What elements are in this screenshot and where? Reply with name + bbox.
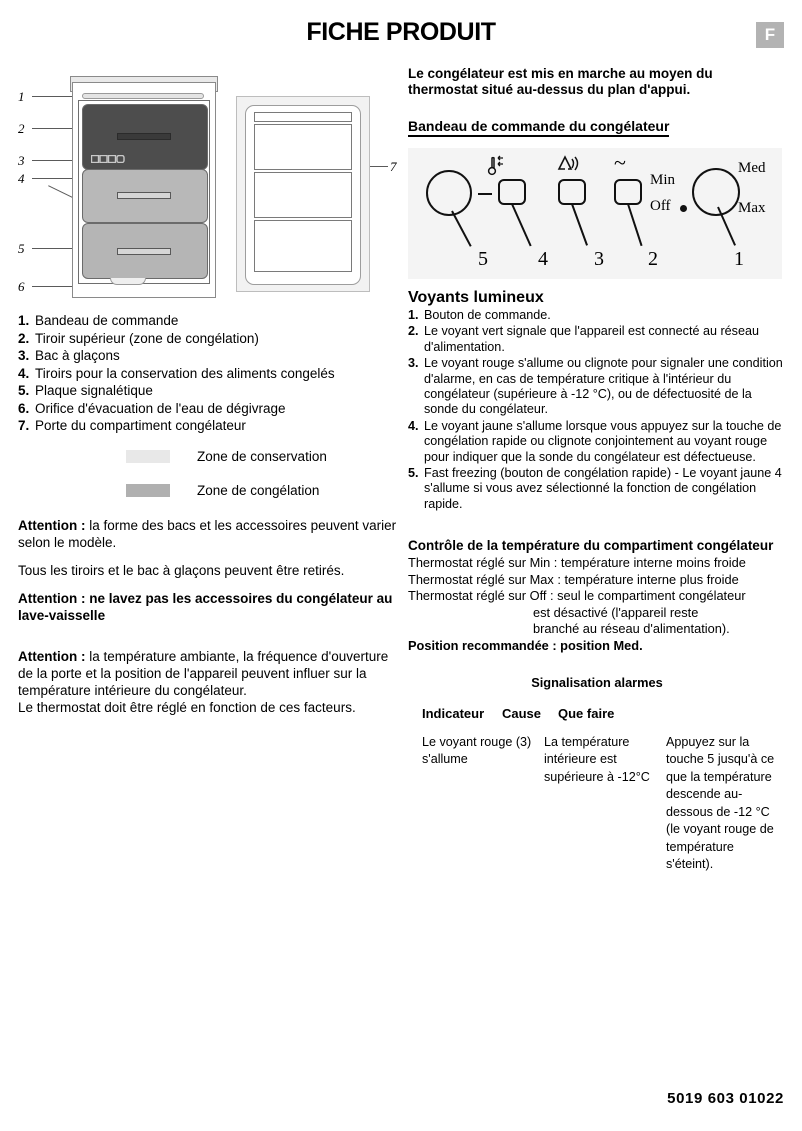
list-item xyxy=(18,365,400,383)
item-label: Tiroir supérieur (zone de congélation) xyxy=(35,330,259,346)
temperature-section-title: Contrôle de la température du compartiment congélateur xyxy=(408,538,774,554)
item-text: Le voyant jaune s'allume lorsque vous appuyez sur la touche de congélation rapide ou clignote conjointement au voyant rouge pour indiquer que la sonde du congélateur est défectueuse. xyxy=(424,418,782,464)
list-item xyxy=(18,382,400,400)
temp-line-max: Thermostat réglé sur Max : température interne plus froide xyxy=(408,571,739,587)
door-shelf-2 xyxy=(254,172,352,218)
list-item xyxy=(408,466,786,512)
panel-number-1: 1 xyxy=(734,248,744,270)
column-header-que-faire: Que faire xyxy=(558,705,615,721)
freezer-door xyxy=(236,96,370,292)
panel-number-5: 5 xyxy=(478,248,488,270)
thermostat-knob-1[interactable] xyxy=(692,168,740,216)
pointer-line-4 xyxy=(511,204,532,247)
item-number: 1. xyxy=(408,308,419,322)
parts-list xyxy=(18,312,400,435)
callout-6: 6 xyxy=(18,279,25,294)
callout-2: 2 xyxy=(18,121,25,136)
alarm-bell-icon xyxy=(556,153,582,175)
door-shelf-3 xyxy=(254,220,352,272)
item-number: 3. xyxy=(18,348,30,363)
zone-legend xyxy=(18,449,400,498)
temp-line-off-cont-1: est désactivé (l'appareil reste xyxy=(533,604,699,620)
leader-line-4 xyxy=(32,178,76,179)
right-column xyxy=(408,66,786,874)
temp-line-min: Thermostat réglé sur Min : température interne moins froide xyxy=(408,555,746,571)
temp-line-off-cont-2: branché au réseau d'alimentation). xyxy=(533,621,730,637)
attention-2-lead: Attention : xyxy=(18,648,86,664)
item-number: 3. xyxy=(408,356,419,371)
table-row xyxy=(422,734,786,874)
attention-1-lead: Attention : xyxy=(18,517,86,533)
list-item xyxy=(408,308,786,323)
item-label: Tiroirs pour la conservation des aliments congelés xyxy=(35,365,335,381)
list-item xyxy=(18,347,400,365)
power-wave-icon: ~ xyxy=(614,150,626,175)
control-panel-heading: Bandeau de commande du congélateur xyxy=(408,118,669,137)
med-label: Med xyxy=(738,160,766,176)
legend-row-congelation xyxy=(126,483,400,498)
attention-1-body: la forme des bacs et les accessoires peuvent varier selon le modèle. xyxy=(18,517,397,550)
callout-1: 1 xyxy=(18,89,25,104)
fast-freeze-button-4[interactable] xyxy=(498,179,526,205)
item-label: Porte du compartiment congélateur xyxy=(35,418,246,433)
alarm-section-title: Signalisation alarmes xyxy=(531,674,663,690)
lights-list xyxy=(408,308,786,512)
list-item xyxy=(18,417,400,435)
lights-section-title: Voyants lumineux xyxy=(408,289,544,306)
recommended-position: Position recommandée : position Med. xyxy=(408,637,643,653)
column-header-indicateur: Indicateur xyxy=(422,705,485,721)
item-number: 2. xyxy=(18,330,30,346)
attention-block-2 xyxy=(18,648,400,716)
cell-que-faire: Appuyez sur la touche 5 jusqu'à ce que la température descende au-dessous de -12 °C (le voyant rouge de température s'éteint). xyxy=(666,734,775,872)
storage-drawer-upper xyxy=(82,169,208,223)
item-number: 5. xyxy=(408,466,419,481)
fast-freeze-button-5[interactable] xyxy=(426,170,472,216)
attention-2-line-1 xyxy=(18,648,400,699)
door-top-strip xyxy=(254,112,352,122)
item-number: 4. xyxy=(18,365,30,381)
list-item xyxy=(408,324,786,355)
thermometer-snowflake-icon xyxy=(486,154,508,176)
min-label: Min xyxy=(650,172,676,188)
upper-drawer-freezing-zone xyxy=(82,104,208,170)
freezer-diagram xyxy=(18,68,400,306)
control-panel-illustration xyxy=(408,148,782,279)
legend-row-conservation xyxy=(126,449,400,464)
congelation-swatch xyxy=(126,484,170,497)
attention-1-line-3: Attention : ne lavez pas les accessoires du congélateur au lave-vaisselle xyxy=(18,590,393,623)
item-label: Orifice d'évacuation de l'eau de dégivrage xyxy=(35,400,286,416)
freezer-interior xyxy=(78,100,210,284)
list-item xyxy=(18,312,400,330)
item-number: 7. xyxy=(18,418,30,433)
callout-3: 3 xyxy=(18,153,25,168)
item-number: 2. xyxy=(408,324,419,339)
intro-text: Le congélateur est mis en marche au moyen du thermostat situé au-dessus du plan d'appui. xyxy=(408,66,713,97)
off-position-dot xyxy=(680,205,687,212)
item-label: Plaque signalétique xyxy=(35,383,153,398)
document-code: 5019 603 01022 xyxy=(667,1090,784,1107)
item-number: 4. xyxy=(408,418,419,433)
defrost-water-drain xyxy=(110,278,146,285)
item-number: 5. xyxy=(18,383,30,398)
list-item xyxy=(408,356,786,418)
list-item xyxy=(18,400,400,418)
off-label: Off xyxy=(650,198,671,214)
column-header-cause: Cause xyxy=(502,705,542,721)
item-text: Le voyant rouge s'allume ou clignote pour signaler une condition d'alarme, en cas de température critique à l'intérieur du congélateur (supérieure à -12 °C), ou de défectuosité de la sonde du congélateur. xyxy=(424,356,783,417)
cell-indicateur: Le voyant rouge (3) s'allume xyxy=(422,734,532,767)
callout-4: 4 xyxy=(18,171,25,186)
list-item xyxy=(408,419,786,465)
door-inner-frame xyxy=(245,105,361,285)
alarm-button-3[interactable] xyxy=(558,179,586,205)
max-label: Max xyxy=(738,200,766,216)
item-text: Fast freezing (bouton de congélation rapide) - Le voyant jaune 4 s'allume si vous avez sélectionné la fonction de congélation rapide. xyxy=(424,466,782,511)
panel-divider-dash xyxy=(478,193,492,195)
left-column xyxy=(18,68,400,716)
callout-7: 7 xyxy=(390,159,397,174)
item-number: 6. xyxy=(18,400,30,416)
ice-tray-icon xyxy=(91,155,129,163)
conservation-swatch xyxy=(126,450,170,463)
conservation-label: Zone de conservation xyxy=(197,448,327,464)
callout-5: 5 xyxy=(18,241,25,256)
pointer-line-5 xyxy=(451,211,472,247)
attention-1-line-2: Tous les tiroirs et le bac à glaçons peuvent être retirés. xyxy=(18,562,345,578)
page-title: FICHE PRODUIT xyxy=(306,18,496,46)
drawer-grip xyxy=(117,133,171,140)
drawer-grip xyxy=(117,192,171,199)
cell-cause: La température intérieure est supérieure à -12°C xyxy=(544,734,650,784)
item-label: Bac à glaçons xyxy=(35,348,120,363)
table-header-row xyxy=(422,706,786,721)
item-number: 1. xyxy=(18,313,30,328)
pointer-line-3 xyxy=(571,204,588,246)
item-text: Bouton de commande. xyxy=(424,308,551,322)
alarm-table xyxy=(408,706,786,874)
list-item xyxy=(18,330,400,348)
panel-number-2: 2 xyxy=(648,248,658,270)
panel-number-3: 3 xyxy=(594,248,604,270)
power-indicator-2[interactable] xyxy=(614,179,642,205)
attention-2-body: la température ambiante, la fréquence d'ouverture de la porte et la position de l'appareil peuvent influer sur la température intérieure du congélateur. xyxy=(18,648,389,698)
language-badge: F xyxy=(756,22,784,48)
attention-2-line-2: Le thermostat doit être réglé en fonction de ces facteurs. xyxy=(18,699,356,715)
drawer-grip xyxy=(117,248,171,255)
storage-drawer-lower xyxy=(82,223,208,279)
attention-block-1 xyxy=(18,517,400,624)
door-shelf-1 xyxy=(254,124,352,170)
temp-line-off: Thermostat réglé sur Off : seul le compartiment congélateur xyxy=(408,588,746,604)
panel-number-4: 4 xyxy=(538,248,548,270)
pointer-line-2 xyxy=(627,204,642,246)
attention-1-line-1 xyxy=(18,517,400,551)
congelation-label: Zone de congélation xyxy=(197,482,320,498)
item-text: Le voyant vert signale que l'appareil est connecté au réseau d'alimentation. xyxy=(424,324,759,354)
item-label: Bandeau de commande xyxy=(35,313,179,328)
freezer-handle xyxy=(82,93,204,99)
temperature-lines xyxy=(408,555,786,638)
